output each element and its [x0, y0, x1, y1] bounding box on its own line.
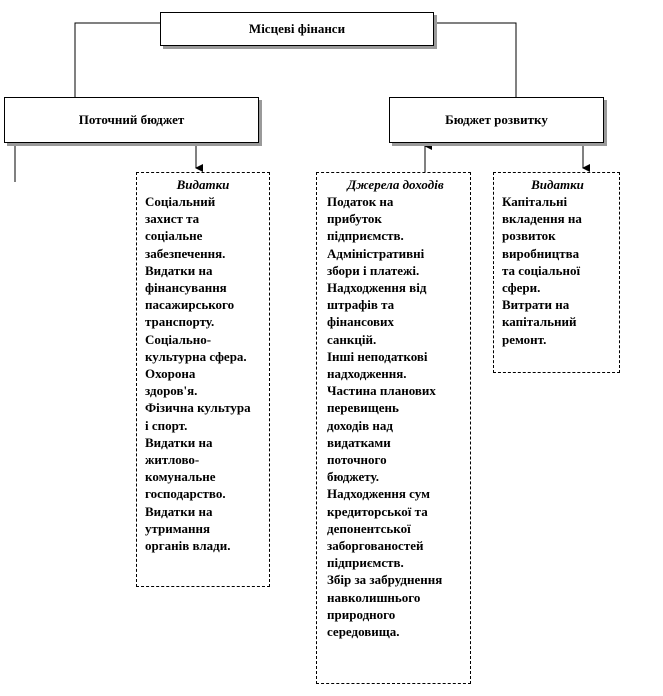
- development-sources-list: [327, 193, 464, 640]
- list-item: Адміністративні: [327, 245, 425, 261]
- list-item: Витрати на: [502, 297, 570, 313]
- list-item: органів влади.: [145, 538, 231, 554]
- list-item: культурна сфера.: [145, 348, 247, 364]
- current-expenses-list: [145, 193, 261, 554]
- list-item: захист та: [145, 211, 200, 227]
- list-item: прибуток: [327, 211, 382, 227]
- list-item: вкладення на: [502, 211, 582, 227]
- list-item: комунальне: [145, 469, 216, 485]
- list-item: навколишнього: [327, 589, 421, 605]
- root-box: [160, 12, 434, 46]
- list-item: перевищень: [327, 400, 399, 416]
- list-item: природного: [327, 606, 396, 622]
- list-item: видатками: [327, 434, 391, 450]
- list-item: капітальний: [502, 314, 577, 330]
- current-expenses-header: Видатки: [176, 177, 230, 192]
- current-budget-title: Поточний бюджет: [78, 112, 185, 127]
- list-item: житлово-: [145, 452, 200, 468]
- list-item: санкцій.: [327, 331, 377, 347]
- development-expenses-box: [493, 172, 620, 373]
- list-item: пасажирського: [145, 297, 235, 313]
- development-budget-box: [389, 97, 604, 143]
- development-budget-title: Бюджет розвитку: [445, 112, 548, 127]
- list-item: штрафів та: [327, 297, 395, 313]
- list-item: Частина планових: [327, 383, 436, 399]
- current-budget-box: [4, 97, 259, 143]
- list-item: забезпечення.: [145, 245, 226, 261]
- list-item: Видатки на: [145, 262, 213, 278]
- list-item: кредиторської та: [327, 503, 428, 519]
- list-item: сфери.: [502, 280, 541, 296]
- development-expenses-header: Видатки: [531, 177, 584, 192]
- list-item: фінансових: [327, 314, 395, 330]
- list-item: розвиток: [502, 228, 556, 244]
- connector-root-right: [434, 23, 516, 97]
- current-expenses-box: [136, 172, 270, 587]
- list-item: здоров'я.: [145, 383, 198, 399]
- list-item: утримання: [145, 520, 211, 536]
- list-item: ремонт.: [502, 331, 547, 347]
- list-item: транспорту.: [145, 314, 215, 330]
- list-item: бюджету.: [327, 469, 379, 485]
- list-item: підприємств.: [327, 228, 404, 244]
- list-item: Капітальні: [502, 194, 568, 209]
- development-sources-box: [316, 172, 471, 684]
- list-item: та соціальної: [502, 262, 581, 278]
- list-item: підприємств.: [327, 555, 404, 571]
- root-title: Місцеві фінанси: [248, 21, 346, 36]
- list-item: Надходження сум: [327, 486, 430, 502]
- list-item: Фізична культура: [145, 400, 251, 416]
- development-sources-header: Джерела доходів: [347, 177, 444, 192]
- list-item: збори і платежі.: [327, 262, 420, 278]
- list-item: Соціально-: [145, 331, 212, 347]
- list-item: Видатки на: [145, 503, 213, 519]
- list-item: Соціальний: [145, 194, 216, 209]
- list-item: фінансування: [145, 280, 227, 296]
- list-item: депонентської: [327, 520, 411, 536]
- list-item: поточного: [327, 452, 387, 468]
- connector-root-left: [75, 23, 160, 97]
- list-item: заборгованостей: [327, 538, 424, 554]
- list-item: Інші неподаткові: [327, 348, 428, 364]
- list-item: Збір за забруднення: [327, 572, 443, 588]
- list-item: середовища.: [327, 624, 400, 640]
- list-item: виробництва: [502, 245, 580, 261]
- list-item: і спорт.: [145, 417, 188, 433]
- list-item: соціальне: [145, 228, 203, 244]
- list-item: Податок на: [327, 194, 394, 209]
- list-item: Надходження від: [327, 280, 427, 296]
- list-item: доходів над: [327, 417, 393, 433]
- list-item: господарство.: [145, 486, 226, 502]
- list-item: надходження.: [327, 366, 407, 382]
- list-item: Охорона: [145, 366, 196, 382]
- list-item: Видатки на: [145, 434, 213, 450]
- development-expenses-list: [502, 193, 613, 348]
